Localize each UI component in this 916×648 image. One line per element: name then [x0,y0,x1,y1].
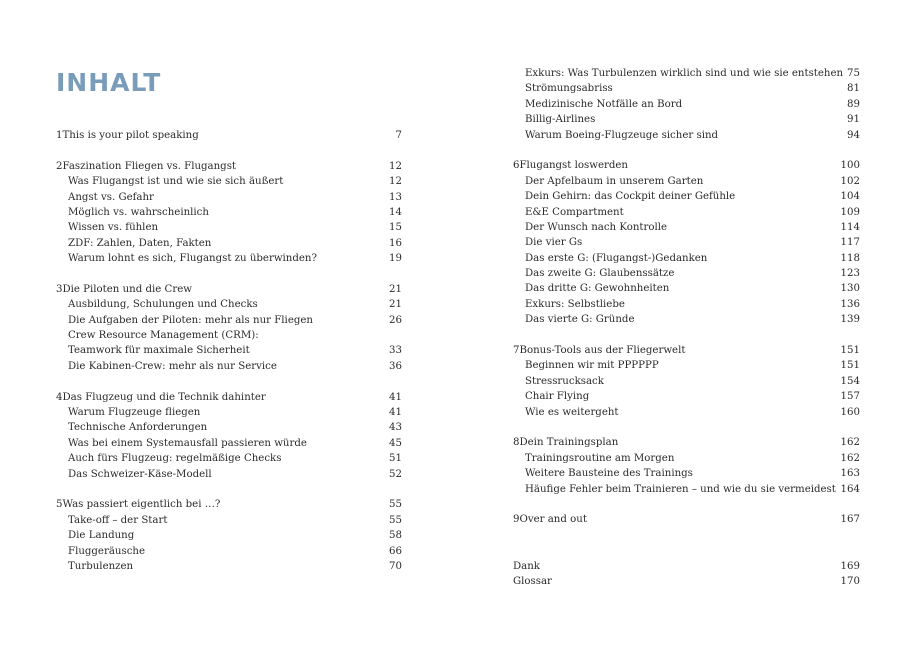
toc-title-text: Exkurs: Selbstliebe [525,298,625,310]
toc-title-text: Die Piloten und die Crew [62,283,192,295]
toc-page-number: 41 [389,391,402,403]
toc-title-text: Das Schweizer-Käse-Modell [68,468,212,480]
toc-page-number: 75 [847,68,860,79]
toc-page-number: 12 [389,160,402,172]
toc-title-text: Teamwork für maximale Sicherheit [68,345,250,357]
toc-entry-title [68,528,134,543]
toc-spacer [513,528,860,543]
toc-title-text: Glossar [513,575,552,587]
toc-entry-title [525,220,667,235]
toc-page-number: 45 [389,437,402,449]
toc-page-number: 26 [389,314,402,326]
toc-chapter[interactable] [56,390,402,405]
chapter-number: 1 [56,130,63,141]
toc-entry-title [525,174,703,189]
toc-title-text: Medizinische Notfälle an Bord [525,98,683,110]
toc-entry[interactable] [56,436,402,451]
toc-page-number: 15 [389,222,402,234]
toc-title-text: Technische Anforderungen [68,422,208,434]
toc-entry[interactable] [513,574,860,589]
toc-page-number: 52 [389,468,402,480]
toc-entry-title [56,128,199,143]
toc-entry-title [525,281,669,296]
toc-entry[interactable] [513,312,860,327]
toc-entry-title [68,313,313,328]
toc-entry-title [525,451,674,466]
toc-title-text: Weitere Bausteine des Trainings [525,468,693,480]
chapter-number: 8 [513,437,520,449]
toc-page-number: 21 [389,299,402,311]
toc-entry[interactable] [513,482,860,497]
toc-title-text: Bonus-Tools aus der Fliegerwelt [519,345,686,357]
toc-entry-title [68,436,307,451]
toc-spacer [513,143,860,158]
toc-title-text: Auch fürs Flugzeug: regelmäßige Checks [68,453,282,465]
toc-spacer [513,328,860,343]
chapter-number: 6 [513,160,520,172]
toc-title-text: Dein Gehirn: das Cockpit deiner Gefühle [525,191,736,203]
toc-entry-title [68,544,145,559]
toc-title-text: Die Kabinen-Crew: mehr als nur Service [68,360,277,372]
chapter-number: 5 [56,499,63,511]
toc-title-text: Der Wunsch nach Kontrolle [525,221,668,233]
toc-page-number: 114 [840,221,860,233]
toc-spacer [513,497,860,512]
chapter-number: 4 [56,391,63,403]
toc-title-text: Dein Trainingsplan [519,437,619,449]
toc-page-number: 109 [840,206,860,218]
chapter-number: 3 [56,283,63,295]
toc-chapter[interactable] [513,158,860,173]
toc-spacer [56,374,402,389]
toc-entry-title [513,559,540,574]
toc-title-text: Das Flugzeug und die Technik dahinter [62,391,266,403]
toc-page-number: 33 [389,345,402,357]
toc-page-number: 13 [389,191,402,203]
toc-page-number: 160 [840,406,860,418]
toc-title-text: Das zweite G: Glaubenssätze [525,268,675,280]
toc-title-text: Exkurs: Was Turbulenzen wirklich sind und wie sie entstehen [525,68,844,79]
toc-spacer [56,482,402,497]
toc-title-text: Angst vs. Gefahr [68,191,154,203]
toc-page-number: 43 [389,422,402,434]
toc-page-number: 94 [847,129,860,141]
toc-entry-title [525,466,693,481]
toc-title-text: Das dritte G: Gewohnheiten [525,283,670,295]
toc-page-number: 16 [389,237,402,249]
toc-entry-title [68,220,158,235]
toc-entry-title [525,389,589,404]
toc-title-text: Der Apfelbaum in unserem Garten [525,175,704,187]
toc-page-number: 163 [840,468,860,480]
toc-entry[interactable] [56,420,402,435]
toc-entry-title [525,189,735,204]
toc-title-text: Das erste G: (Flugangst-)Gedanken [525,252,708,264]
toc-entry-title [56,390,266,405]
toc-entry-title [525,297,625,312]
toc-page-number: 151 [840,345,860,357]
toc-entry[interactable] [513,297,860,312]
toc-title-text: Was Flugangst ist und wie sie sich äußert [68,176,284,188]
toc-entry[interactable] [56,190,402,205]
toc-title-text: Beginnen wir mit PPPPPP [525,360,659,372]
toc-entry[interactable] [56,236,402,251]
toc-title-text: Die vier Gs [525,237,583,249]
toc-entry-title [68,205,209,220]
toc-title-text: This is your pilot speaking [62,130,199,141]
toc-column-left [56,128,402,574]
toc-entry[interactable] [513,266,860,281]
toc-page-number: 167 [840,514,860,526]
toc-chapter[interactable] [56,282,402,297]
toc-page-number: 21 [389,283,402,295]
toc-entry-title [525,235,582,250]
toc-entry-title [68,297,258,312]
toc-title-text: Faszination Fliegen vs. Flugangst [62,160,237,172]
toc-title-text: Flugangst loswerden [519,160,628,172]
toc-entry-title [525,205,624,220]
toc-page-number: 70 [389,560,402,572]
toc-page-number: 7 [395,130,402,141]
toc-entry-title [68,251,317,266]
toc-entry[interactable] [56,544,402,559]
toc-entry-title [68,405,200,420]
toc-entry[interactable] [56,251,402,266]
toc-entry[interactable] [513,405,860,420]
toc-entry[interactable] [56,313,402,328]
toc-entry[interactable] [56,297,402,312]
toc-page-number: 130 [840,283,860,295]
chapter-number: 2 [56,160,63,172]
toc-entry-title [68,559,133,574]
toc-entry-title [525,374,604,389]
toc-entry[interactable] [513,374,860,389]
toc-entry-title [513,435,618,450]
toc-title-text: Möglich vs. wahrscheinlich [68,206,209,218]
toc-entry[interactable] [513,235,860,250]
toc-entry-title [513,158,628,173]
toc-entry-title [525,405,619,420]
toc-page-number: 169 [840,560,860,572]
toc-page-number: 36 [389,360,402,372]
toc-chapter[interactable] [56,128,402,143]
toc-title-text: E&E Compartment [525,206,624,218]
toc-entry[interactable] [513,112,860,127]
toc-title-text: Strömungsabriss [525,83,613,95]
toc-title-text: Ausbildung, Schulungen und Checks [68,299,258,311]
toc-page-number: 55 [389,499,402,511]
toc-entry-title [525,97,682,112]
toc-entry[interactable] [513,451,860,466]
toc-entry[interactable] [513,189,860,204]
toc-title-text: Billig-Airlines [525,114,596,126]
toc-page-number: 157 [840,391,860,403]
toc-entry[interactable] [56,513,402,528]
toc-title-text: Häufige Fehler beim Trainieren – und wie du sie vermeidest [525,483,836,495]
toc-entry-title [68,467,212,482]
toc-page-number: 164 [840,483,860,495]
toc-entry[interactable] [513,205,860,220]
toc-title-text: Die Aufgaben der Piloten: mehr als nur Fliegen [68,314,313,326]
toc-chapter[interactable] [56,497,402,512]
toc-entry-title [525,81,613,96]
toc-title-text: Warum lohnt es sich, Flugangst zu überwinden? [68,253,317,265]
toc-entry[interactable] [56,328,402,343]
toc-title-text: Das vierte G: Gründe [525,314,635,326]
toc-page-number: 123 [840,268,860,280]
toc-title-text: Was bei einem Systemausfall passieren würde [68,437,307,449]
toc-entry[interactable] [513,128,860,143]
toc-title-text: Stressrucksack [525,375,604,387]
toc-entry[interactable] [513,358,860,373]
toc-entry[interactable] [513,220,860,235]
toc-title-text: Turbulenzen [68,560,134,572]
toc-entry-title [68,420,207,435]
toc-page-number: 136 [840,298,860,310]
toc-entry-title [525,266,674,281]
toc-title-text: Die Landung [68,530,135,542]
toc-entry-title [56,159,236,174]
toc-title-text: Wie es weitergeht [525,406,619,418]
toc-spacer [56,267,402,282]
toc-title-text: Trainingsroutine am Morgen [525,452,675,464]
toc-page-number: 100 [840,160,860,172]
toc-page-number: 102 [840,175,860,187]
toc-entry-title [513,574,552,589]
toc-page-number: 12 [389,176,402,188]
toc-page-number: 41 [389,407,402,419]
toc-entry[interactable] [56,220,402,235]
toc-page-number: 170 [840,575,860,587]
toc-page-number: 162 [840,437,860,449]
toc-entry-title [68,513,167,528]
toc-title-text: Chair Flying [525,391,590,403]
toc-title-text: Warum Flugzeuge fliegen [68,407,201,419]
toc-entry[interactable] [56,451,402,466]
toc-page-number: 81 [847,83,860,95]
toc-entry[interactable] [513,66,860,81]
toc-spacer [56,143,402,158]
toc-entry[interactable] [56,559,402,574]
toc-title-text: ZDF: Zahlen, Daten, Fakten [68,237,212,249]
toc-title-text: Was passiert eigentlich bei …? [62,499,221,511]
toc-page-number: 162 [840,452,860,464]
toc-spacer [513,420,860,435]
page-title: INHALT [56,68,162,97]
toc-page-number: 154 [840,375,860,387]
toc-entry-title [525,112,595,127]
toc-entry-title [513,512,587,527]
toc-page-number: 66 [389,545,402,557]
toc-entry[interactable] [56,174,402,189]
toc-entry-title [68,359,277,374]
toc-entry-title [56,282,192,297]
toc-page-number: 14 [389,206,402,218]
toc-entry[interactable] [56,405,402,420]
toc-entry-title [525,482,836,497]
toc-entry-title [525,66,843,81]
toc-entry[interactable] [56,359,402,374]
toc-entry[interactable] [513,466,860,481]
toc-title-text: Crew Resource Management (CRM): [68,330,259,342]
toc-entry-title [525,312,634,327]
toc-entry[interactable] [56,205,402,220]
toc-entry-title [68,190,154,205]
toc-page-number: 51 [389,453,402,465]
toc-page-number: 89 [847,98,860,110]
toc-entry-title [56,497,220,512]
toc-page-number: 55 [389,514,402,526]
toc-entry[interactable] [513,281,860,296]
toc-entry-title [68,343,250,358]
toc-entry[interactable] [56,467,402,482]
toc-entry[interactable] [56,343,402,358]
toc-spacer [513,543,860,558]
toc-entry-title [68,451,281,466]
toc-entry-title [525,358,659,373]
toc-page-number: 139 [840,314,860,326]
chapter-number: 7 [513,345,520,357]
toc-title-text: Wissen vs. fühlen [68,222,159,234]
toc-entry-title [68,236,211,251]
toc-entry[interactable] [513,389,860,404]
toc-entry-title [525,251,707,266]
toc-chapter[interactable] [513,512,860,527]
toc-entry[interactable] [513,174,860,189]
toc-page-number: 151 [840,360,860,372]
chapter-number: 9 [513,514,520,526]
toc-entry[interactable] [513,81,860,96]
toc-title-text: Dank [513,560,540,572]
toc-entry-title [68,328,259,343]
toc-entry-title [525,128,718,143]
toc-chapter[interactable] [56,159,402,174]
toc-page-number: 104 [840,191,860,203]
toc-page-number: 118 [840,252,860,264]
toc-entry-title [68,174,283,189]
toc-entry[interactable] [513,559,860,574]
toc-chapter[interactable] [513,343,860,358]
toc-column-right [513,66,860,589]
toc-page-number: 58 [389,530,402,542]
toc-title-text: Fluggeräusche [68,545,145,557]
toc-page-number: 117 [840,237,860,249]
toc-title-text: Over and out [519,514,587,526]
toc-entry[interactable] [513,97,860,112]
toc-page-number: 19 [389,253,402,265]
toc-page-number: 91 [847,114,860,126]
toc-chapter[interactable] [513,435,860,450]
toc-entry[interactable] [513,251,860,266]
toc-entry-title [513,343,685,358]
toc-title-text: Take-off – der Start [68,514,168,526]
toc-title-text: Warum Boeing-Flugzeuge sicher sind [525,129,719,141]
toc-entry[interactable] [56,528,402,543]
